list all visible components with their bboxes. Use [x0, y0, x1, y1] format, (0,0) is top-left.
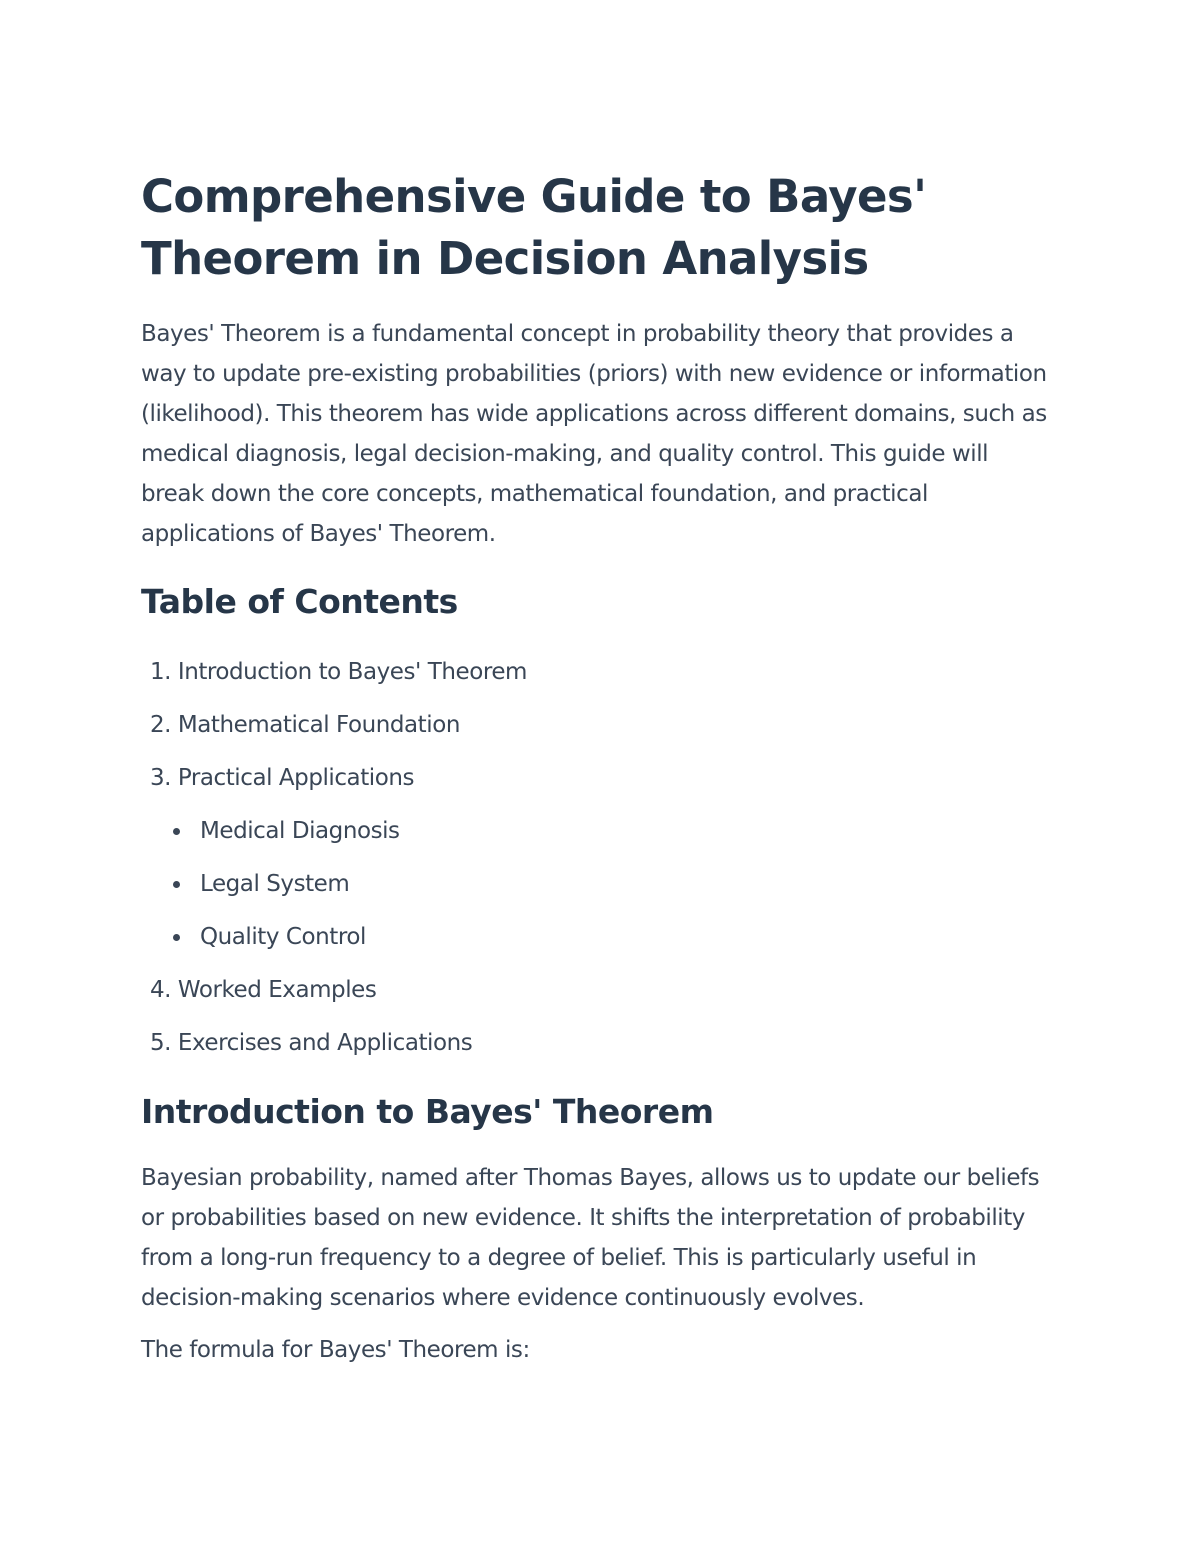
toc-item-label: Worked Examples	[177, 977, 377, 1003]
toc-subitem-label: Quality Control	[200, 924, 366, 950]
bullet-icon	[173, 934, 180, 941]
toc-item	[141, 752, 1050, 964]
toc-subitem	[141, 858, 1050, 911]
section-heading-introduction: Introduction to Bayes' Theorem	[141, 1092, 714, 1131]
page-title: Comprehensive Guide to Bayes' Theorem in Decision Analysis	[141, 170, 927, 285]
bullet-icon	[173, 828, 180, 835]
toc-item-number: 3.	[149, 765, 171, 791]
toc-item-label: Introduction to Bayes' Theorem	[177, 659, 527, 685]
toc-sublist	[141, 805, 1050, 964]
toc-item	[141, 699, 1050, 752]
toc-item	[141, 964, 1050, 1017]
toc-item	[141, 1017, 1050, 1070]
toc-heading: Table of Contents	[141, 582, 458, 621]
toc-subitem	[141, 911, 1050, 964]
toc-item-number: 2.	[149, 712, 171, 738]
toc-subitem-label: Medical Diagnosis	[200, 818, 400, 844]
toc-item-number: 5.	[149, 1030, 171, 1056]
toc-item-number: 1.	[149, 659, 171, 685]
toc-item	[141, 646, 1050, 699]
bullet-icon	[173, 881, 180, 888]
table-of-contents	[141, 646, 1050, 1070]
formula-lead-text: The formula for Bayes' Theorem is:	[141, 1337, 530, 1363]
toc-item-number: 4.	[149, 977, 171, 1003]
intro-paragraph: Bayes' Theorem is a fundamental concept in probability theory that provides a way to update pre-existing probabilities (priors) with new evidence or information (likelihood). This theorem has wide applications across different domains, such as medical diagnosis, legal decision-making, and quality control. This guide will break down the core concepts, mathematical foundation, and practical applications of Bayes' Theorem.	[141, 321, 1047, 547]
toc-item-label: Exercises and Applications	[177, 1030, 473, 1056]
introduction-paragraph: Bayesian probability, named after Thomas Bayes, allows us to update our beliefs or probabilities based on new evidence. It shifts the interpretation of probability from a long-run frequency to a degree of belief. This is particularly useful in decision-making scenarios where evidence continuously evolves.	[141, 1165, 1040, 1311]
toc-subitem	[141, 805, 1050, 858]
toc-item-label: Practical Applications	[177, 765, 414, 791]
toc-item-label: Mathematical Foundation	[177, 712, 460, 738]
toc-subitem-label: Legal System	[200, 871, 350, 897]
